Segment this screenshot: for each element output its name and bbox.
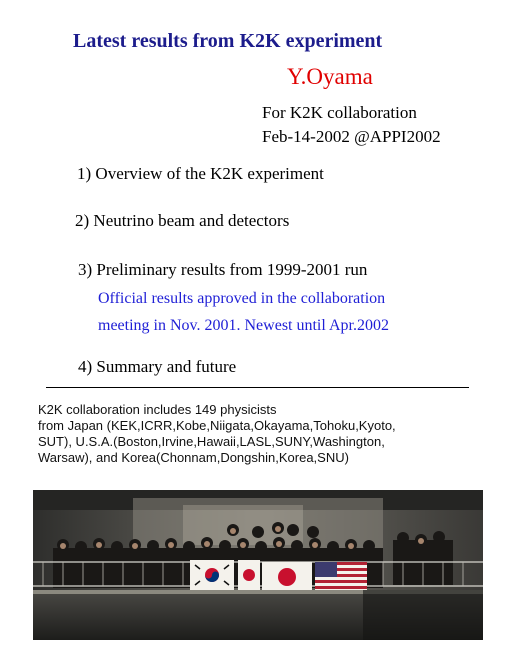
collaboration-line-1: K2K collaboration includes 149 physicists: [38, 402, 277, 417]
divider-line: [46, 387, 469, 388]
outline-item-3-note-line-1: Official results approved in the collaboration: [98, 290, 386, 307]
outline-item-3-note-line-2: meeting in Nov. 2001. Newest until Apr.2002: [98, 317, 389, 334]
outline-item-4: 4) Summary and future: [78, 357, 237, 376]
date-venue: Feb-14-2002 @APPI2002: [262, 127, 441, 146]
japan-flag-icon: [238, 560, 312, 592]
affiliation: For K2K collaboration: [262, 103, 417, 122]
collaboration-line-3: SUT), U.S.A.(Boston,Irvine,Hawaii,LASL,SUNY,Washington,: [38, 434, 385, 449]
outline-item-1: 1) Overview of the K2K experiment: [77, 164, 324, 183]
collaboration-line-4: Warsaw), and Korea(Chonnam,Dongshin,Korea,SNU): [38, 450, 349, 465]
outline-item-3: 3) Preliminary results from 1999-2001 run: [78, 260, 368, 279]
collaboration-text: [38, 402, 483, 466]
korea-flag-icon: [190, 560, 234, 590]
collaboration-line-2: from Japan (KEK,ICRR,Kobe,Niigata,Okayama,Tohoku,Kyoto,: [38, 418, 396, 433]
collaboration-group-photo: [33, 490, 483, 640]
author-name: Y.Oyama: [287, 64, 373, 89]
slide-title: Latest results from K2K experiment: [73, 30, 383, 52]
outline-item-2: 2) Neutrino beam and detectors: [75, 211, 290, 230]
usa-flag-icon: [315, 562, 367, 590]
